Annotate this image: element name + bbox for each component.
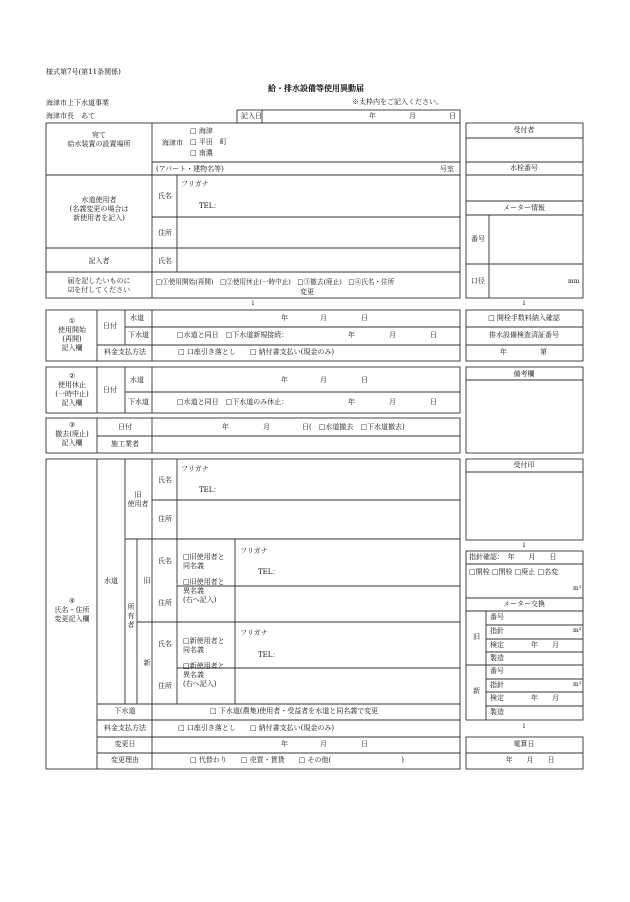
sec4-owner-new-name-label: 氏名 xyxy=(158,640,172,648)
entry-month[interactable]: 月 xyxy=(409,112,416,120)
sec4-change-month[interactable]: 月 xyxy=(320,740,327,748)
sec4-change-year[interactable]: 年 xyxy=(281,740,288,748)
sec4-owner-old-label: 旧 xyxy=(143,577,151,585)
old-inspection-date: 年 月 xyxy=(531,641,559,649)
sec4-old-address-label: 住所 xyxy=(158,515,172,523)
sec3-label: ③ 撤去(廃止) 記入欄 xyxy=(55,421,89,447)
sec4-reason-label: 変更理由 xyxy=(111,756,139,764)
entry-date-box xyxy=(237,110,460,123)
old-reading-m3: m³ xyxy=(573,627,582,634)
sec4-owner-old-tel[interactable]: TEL： xyxy=(258,568,280,576)
valve-options[interactable]: □開栓 □閉栓 □廃止 □名変 xyxy=(469,568,559,576)
sec4-owner-new-furigana: フリガナ xyxy=(240,629,268,637)
sec4-owner-new-label: 新 xyxy=(143,659,151,667)
sec3-contractor-label: 施工業者 xyxy=(111,440,139,448)
old-reading-label: 指針 xyxy=(490,627,504,635)
town-option-kaizu[interactable]: □ 海津 xyxy=(190,127,213,135)
sec4-owner-old-name-label: 氏名 xyxy=(158,557,172,565)
meter-number-label: 番号 xyxy=(471,235,485,243)
sec1-fee-options[interactable]: □ 口座引き落とし □ 納付書支払い(現金のみ) xyxy=(178,348,335,356)
town-option-hirata[interactable]: □ 平田 町 xyxy=(190,138,227,146)
sec2-sewer-day[interactable]: 日 xyxy=(430,398,437,406)
meter-info-label: メーター情報 xyxy=(503,204,545,212)
room-label: 号室 xyxy=(440,165,454,173)
sec4-owner-label: 所 有 者 xyxy=(127,603,135,629)
user-label: 水道使用者 (名義変更の場合は 新使用者を記入) xyxy=(69,196,129,222)
sec2-date-label: 日付 xyxy=(103,386,117,394)
sec4-owner-new-same[interactable]: □新使用者と 同名義 xyxy=(183,637,225,654)
meter-exchange-label: メーター交換 xyxy=(503,600,545,608)
check-options[interactable]: □①使用開始(再開) □②使用休止(一時中止) □③撤去(廃止) □④氏名・住所 xyxy=(156,278,395,286)
sec4-owner-new-address-label: 住所 xyxy=(158,682,172,690)
sec1-water-month[interactable]: 月 xyxy=(320,314,327,322)
arrow-right-1: ↓ xyxy=(521,299,527,307)
new-inspection-label: 検定 xyxy=(490,694,504,702)
entry-year[interactable]: 年 xyxy=(369,112,376,120)
entry-date-label: 記入日 xyxy=(241,112,262,120)
sec2-water-day[interactable]: 日 xyxy=(361,376,368,384)
sec4-owner-old-address-label: 住所 xyxy=(158,599,172,607)
sec4-change-date-label: 変更日 xyxy=(114,740,136,748)
new-reading-m3: m³ xyxy=(573,681,582,688)
sec4-label: ④ 氏名・住所 変更記入欄 xyxy=(54,597,90,623)
filler-label: 記入者 xyxy=(88,257,110,265)
sec3-date-options[interactable]: 日( □水道撤去 □下水道撤去) xyxy=(302,423,405,431)
old-number-label: 番号 xyxy=(490,613,504,621)
sec2-sewer-year[interactable]: 年 xyxy=(348,398,355,406)
sec2-sewer-options[interactable]: □水道と同日 □下水道のみ休止： xyxy=(177,398,289,406)
reception-stamp-box xyxy=(466,459,583,540)
sec4-old-tel[interactable]: TEL： xyxy=(199,486,221,494)
sec3-year[interactable]: 年 xyxy=(222,423,229,431)
calc-date-label: 電算日 xyxy=(513,740,535,748)
sec4-owner-new-tel[interactable]: TEL： xyxy=(258,651,280,659)
sec2-water-year[interactable]: 年 xyxy=(281,376,288,384)
user-tel[interactable]: TEL： xyxy=(199,202,221,210)
sec1-date-label: 日付 xyxy=(103,322,117,330)
sec2-water-label: 水道 xyxy=(130,376,144,384)
sec3-month[interactable]: 月 xyxy=(263,423,270,431)
arrow-right-2: ↓ xyxy=(521,541,527,549)
sec4-fee-label: 料金支払方法 xyxy=(104,724,146,732)
check-instruction: 届を記したいものに ☑を付してください xyxy=(67,277,131,294)
sec1-sewer-options[interactable]: □水道と同日 □下水道新規接続： xyxy=(177,331,289,339)
user-name-label: 氏名 xyxy=(158,192,172,200)
location-label: 宛て 給水装置の設置場所 xyxy=(67,131,131,148)
calc-date-value: 年 月 日 xyxy=(505,756,555,764)
filler-name-label: 氏名 xyxy=(158,257,172,265)
sec4-old-user-label: 旧 使用者 xyxy=(127,491,149,508)
receipt-label: 受付者 xyxy=(513,126,535,134)
reception-stamp-label: 受付印 xyxy=(513,461,535,469)
check-options-cont: 変更 xyxy=(300,288,314,296)
drain-cert-label: 排水設備検査済証番号 xyxy=(489,331,559,339)
sec1-sewer-month[interactable]: 月 xyxy=(389,331,396,339)
mm-unit: mm xyxy=(568,278,580,285)
remarks-label: 備考欄 xyxy=(513,370,535,378)
caliber-label: 口径 xyxy=(471,277,485,285)
sec4-reason-options[interactable]: □ 代替わり □ 売買・賃貸 □ その他( ) xyxy=(190,756,404,764)
new-manufacture-label: 製造 xyxy=(490,708,504,716)
addressee: 海津市長 あて xyxy=(46,112,95,120)
drain-cert-dai: 第 xyxy=(540,348,547,356)
sec1-label: ① 使用開始 (再開) 記入欄 xyxy=(58,317,86,352)
sec1-water-year[interactable]: 年 xyxy=(281,314,288,322)
form-number: 様式第7号(第11条関係) xyxy=(46,68,121,76)
sec4-sewer-option[interactable]: □ 下水道(農集)使用者・受益者を水道と同名義で変更 xyxy=(210,707,379,715)
sec1-sewer-year[interactable]: 年 xyxy=(348,331,355,339)
exchange-new-label: 新 xyxy=(473,687,480,695)
sec1-fee-label: 料金支払方法 xyxy=(104,348,146,356)
user-address-label: 住所 xyxy=(158,229,172,237)
old-inspection-label: 検定 xyxy=(490,641,504,649)
exchange-old-label: 旧 xyxy=(473,633,480,641)
apartment-label: (アパート・建物名等) xyxy=(156,165,224,173)
sec4-owner-old-same[interactable]: □旧使用者と 同名義 xyxy=(183,553,225,570)
sec1-sewer-day[interactable]: 日 xyxy=(430,331,437,339)
page-title: 給・排水設備等使用異動届 xyxy=(268,83,364,93)
sec4-box xyxy=(46,459,460,769)
sec1-water-day[interactable]: 日 xyxy=(361,314,368,322)
city-label: 海津市 xyxy=(162,139,183,147)
user-furigana: フリガナ xyxy=(181,180,209,188)
arrow-left-1: ↓ xyxy=(250,299,256,307)
sec2-label: ② 使用休止 (一時中止) 記入欄 xyxy=(55,372,89,407)
sec4-owner-new-diff[interactable]: □新使用者と 異名義 (右へ記入) xyxy=(183,662,225,688)
sec4-old-furigana: フリガナ xyxy=(181,465,209,473)
new-inspection-date: 年 月 xyxy=(531,694,559,702)
sec4-old-name-label: 氏名 xyxy=(158,476,172,484)
meter-box xyxy=(466,551,583,720)
old-manufacture-label: 製造 xyxy=(490,654,504,662)
town-option-nanno[interactable]: □ 南濃 xyxy=(190,149,213,157)
sec2-sewer-month[interactable]: 月 xyxy=(389,398,396,406)
sec3-date-label: 日付 xyxy=(118,423,132,431)
meter-no-label: 水栓番号 xyxy=(510,164,538,172)
sec4-change-day[interactable]: 日 xyxy=(361,740,368,748)
sec1-water-label: 水道 xyxy=(130,314,144,322)
reading-confirm: 指針確認： 年 月 日 xyxy=(469,553,557,561)
sec2-sewer-label: 下水道 xyxy=(128,398,149,406)
sec4-fee-options[interactable]: □ 口座引き落とし □ 納付書支払い(現金のみ) xyxy=(178,724,335,732)
reading-m3: m³ xyxy=(573,585,582,592)
office-name: 海津市上下水道事業 xyxy=(46,99,109,107)
sec4-sewer-label: 下水道 xyxy=(114,707,136,715)
sec2-water-month[interactable]: 月 xyxy=(320,376,327,384)
fill-note: ※太枠内をご記入ください。 xyxy=(352,98,443,106)
sec4-water-label: 水道 xyxy=(104,577,118,585)
arrow-right-3: ↓ xyxy=(521,722,527,730)
sec4-owner-old-diff[interactable]: □旧使用者と 異名義 (右へ記入) xyxy=(183,578,225,604)
sec1-sewer-label: 下水道 xyxy=(128,331,149,339)
new-number-label: 番号 xyxy=(490,667,504,675)
entry-day[interactable]: 日 xyxy=(449,112,456,120)
sec4-owner-old-furigana: フリガナ xyxy=(240,547,268,555)
fee-confirm-check[interactable]: □ 開栓手数料納入確認 xyxy=(488,314,560,322)
drain-cert-year: 年 xyxy=(500,348,507,356)
new-reading-label: 指針 xyxy=(490,681,504,689)
